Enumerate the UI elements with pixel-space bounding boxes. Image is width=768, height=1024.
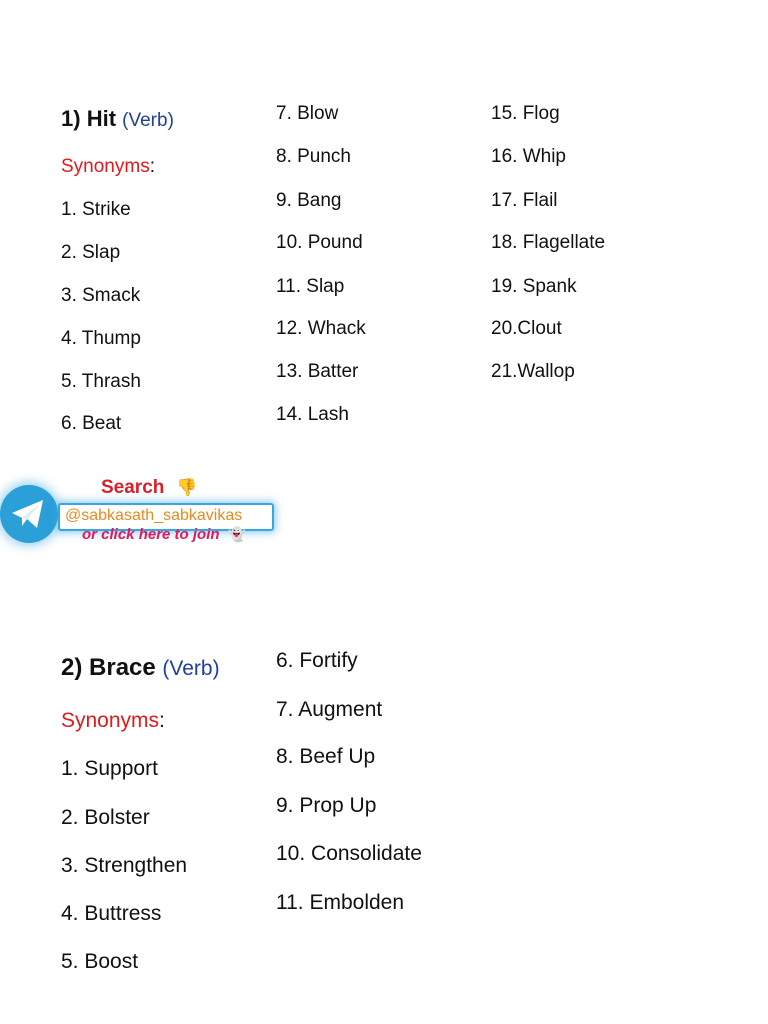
list-item: 6. Fortify: [276, 649, 358, 672]
list-item: 8. Punch: [276, 146, 351, 167]
list-item: 13. Batter: [276, 361, 359, 382]
list-item: 20.Clout: [491, 318, 562, 339]
list-item: 7. Blow: [276, 103, 339, 124]
part-of-speech: Verb: [128, 110, 168, 131]
join-link[interactable]: or click here to join: [82, 526, 220, 543]
synonyms-label-text: Synonyms: [61, 156, 150, 177]
list-item: 4. Buttress: [61, 902, 162, 925]
list-item: 9. Bang: [276, 190, 342, 211]
list-item: 8. Beef Up: [276, 745, 376, 768]
ghost-icon: 👻: [228, 526, 246, 542]
pos-open: (: [162, 657, 170, 680]
pos-open: (: [122, 110, 129, 131]
pos-close: ): [167, 110, 174, 131]
section-number: 2): [61, 654, 83, 681]
list-item: 10. Consolidate: [276, 842, 422, 865]
telegram-logo-icon[interactable]: [0, 485, 58, 543]
synonyms-label: [61, 709, 165, 733]
list-item: 19. Spank: [491, 276, 577, 297]
section-2-heading: [61, 654, 220, 682]
channel-handle[interactable]: @sabkasath_sabkavikas: [65, 507, 243, 524]
synonyms-colon: :: [159, 709, 165, 732]
section-1-heading: [61, 106, 174, 132]
pointing-down-icon: 👎: [176, 478, 198, 497]
pos-close: ): [212, 657, 220, 680]
list-item: 5. Boost: [61, 950, 139, 973]
list-item: 9. Prop Up: [276, 794, 377, 817]
section-number: 1): [61, 106, 81, 131]
list-item: 15. Flog: [491, 103, 560, 124]
list-item: 4. Thump: [61, 328, 141, 349]
list-item: 3. Strengthen: [61, 854, 188, 877]
part-of-speech: Verb: [169, 657, 213, 680]
list-item: 5. Thrash: [61, 371, 141, 392]
list-item: 1. Strike: [61, 199, 131, 220]
search-label[interactable]: Search: [101, 477, 165, 498]
list-item: 21.Wallop: [491, 361, 575, 382]
term: Hit: [86, 106, 117, 131]
list-item: 3. Smack: [61, 285, 141, 306]
list-item: 6. Beat: [61, 413, 122, 434]
list-item: 16. Whip: [491, 146, 566, 167]
list-item: 1. Support: [61, 757, 158, 780]
list-item: 2. Bolster: [61, 806, 150, 829]
list-item: 12. Whack: [276, 318, 366, 339]
list-item: 11. Embolden: [276, 891, 405, 914]
list-item: 10. Pound: [276, 232, 363, 253]
list-item: 11. Slap: [276, 276, 345, 297]
synonyms-label: [61, 156, 155, 178]
list-item: 2. Slap: [61, 242, 121, 263]
list-item: 17. Flail: [491, 190, 558, 211]
term: Brace: [89, 654, 156, 681]
list-item: 14. Lash: [276, 404, 349, 425]
list-item: 18. Flagellate: [491, 232, 606, 253]
telegram-join-banner[interactable]: [0, 474, 280, 546]
synonyms-colon: :: [149, 156, 155, 177]
list-item: 7. Augment: [276, 698, 383, 721]
synonyms-label-text: Synonyms: [61, 709, 160, 732]
